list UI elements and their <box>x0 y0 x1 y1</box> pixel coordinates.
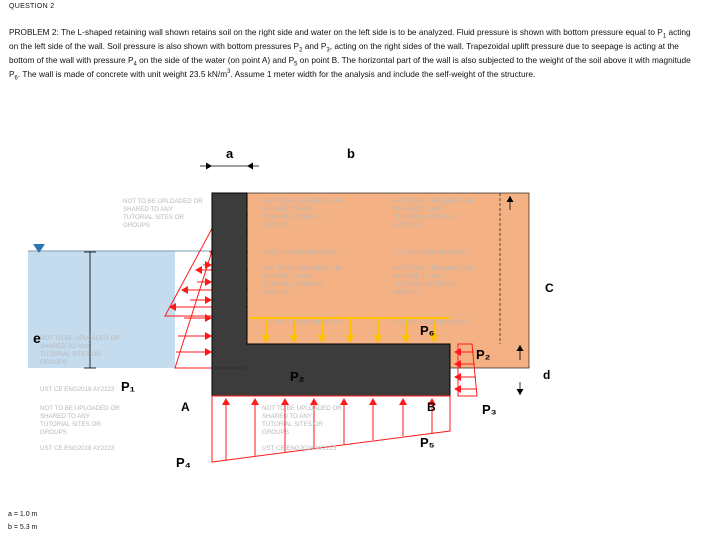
subscript: 3 <box>326 47 330 54</box>
point-b-label: B <box>427 400 436 414</box>
watermark-text: GROUPS <box>123 222 150 229</box>
subscript: 1 <box>662 33 667 40</box>
watermark-text: GROUPS <box>262 289 289 296</box>
problem-text: , acting on the right sides of the wall. Trapezoidal uplift pressure due to seepage is acting at the bottom of the wall with pressure P <box>9 41 679 65</box>
watermark-text: SHARED TO ANY <box>394 273 444 280</box>
watermark-text: UST CE ENG2018 AY2223 <box>394 319 469 326</box>
subscript: 4 <box>133 61 137 68</box>
watermark-text: TUTORIAL SITES OR <box>394 281 455 288</box>
watermark-text: GROUPS <box>394 222 421 229</box>
watermark-text: NOT TO BE UPLOADED OR <box>394 265 474 272</box>
watermark-text: GROUPS <box>262 429 289 436</box>
given-a: a = 1.0 m <box>8 511 38 518</box>
problem-text: on point B. The horizontal part of the wall is also subjected to the weight of the soil above it with magnitude P <box>9 55 691 79</box>
watermark-text: NOT TO BE UPLOADED OR <box>40 335 120 342</box>
problem-text: on the side of the water (on point A) and P <box>136 55 295 65</box>
watermark-text: NOT TO BE UPLOADED OR <box>262 405 342 412</box>
watermark-text: UST CE ENG2018 AY2223 <box>40 445 115 452</box>
watermark-text: NOT TO BE UPLOADED OR <box>262 265 342 272</box>
p4-label: P₄ <box>176 455 191 470</box>
watermark-text: SHARED TO ANY <box>262 206 312 213</box>
watermark-text: TUTORIAL SITES OR <box>40 351 101 358</box>
dimension-a-label: a <box>226 146 234 161</box>
p2-inner-label: P₂ <box>290 369 305 384</box>
given-b: b = 5.3 m <box>8 524 38 531</box>
watermark-text: GROUPS <box>40 359 67 366</box>
watermark-text: UST CE ENG2018 AY2223 <box>262 445 337 452</box>
watermark-text: SHARED TO ANY <box>262 273 312 280</box>
watermark-text: TUTORIAL SITES OR <box>262 214 323 221</box>
dimension-c-label: C <box>545 281 554 295</box>
watermark-text: GROUPS <box>394 289 421 296</box>
p6-label: P₆ <box>420 323 435 338</box>
problem-text: PROBLEM 2: The L-shaped retaining wall shown retains soil on the right side and water on the left side is to be analyzed. Fluid pressure is shown with bottom pressure equal to P <box>9 27 663 37</box>
dimension-d-label: d <box>543 368 551 382</box>
watermark-text: SHARED TO ANY <box>40 413 90 420</box>
point-a-label: A <box>181 400 190 414</box>
watermark-text: TUTORIAL SITES OR <box>262 281 323 288</box>
watermark-text: SHARED TO ANY <box>123 206 173 213</box>
watermark-text: NOT TO BE UPLOADED OR <box>394 198 474 205</box>
p5-label: P₅ <box>420 435 435 450</box>
watermark-text: GROUPS <box>262 222 289 229</box>
subscript: 5 <box>294 61 298 68</box>
watermark-text: SHARED TO ANY <box>262 413 312 420</box>
watermark-text: TUTORIAL SITES OR <box>123 214 184 221</box>
subscript: 2 <box>299 47 303 54</box>
watermark-text: UST CE ENG2018 AY2223 <box>394 249 469 256</box>
problem-text: and P <box>302 41 327 51</box>
watermark-text: UST CE ENG2018 AY2223 <box>268 319 343 326</box>
subscript: 6 <box>14 75 18 82</box>
watermark-text: GROUPS <box>40 429 67 436</box>
watermark-text: UST CE ENG2018 AY2223 <box>262 249 337 256</box>
p3-label: P₃ <box>482 402 497 417</box>
watermark-text: UST CE ENG2018 AY2223 <box>40 386 115 393</box>
watermark-text: NOT TO BE UPLOADED OR <box>123 198 203 205</box>
watermark-text: SHARED TO ANY <box>40 343 90 350</box>
problem-text: acting on the left side of the wall. Soil pressure is also shown with bottom pressures P <box>9 27 691 51</box>
watermark-text: NOT TO BE UPLOADED OR <box>40 405 120 412</box>
dimension-b-label: b <box>347 146 355 161</box>
water-pressure-diagram <box>175 251 212 368</box>
watermark-text: NOT TO BE UPLOADED OR <box>262 198 342 205</box>
watermark-text: TUTORIAL SITES OR <box>40 421 101 428</box>
p1-label: P₁ <box>121 379 136 394</box>
p2-right-label: P₂ <box>476 347 491 362</box>
problem-text: . The wall is made of concrete with unit weight 23.5 kN/m <box>17 69 228 79</box>
watermark-text: TUTORIAL SITES OR <box>262 421 323 428</box>
question-label: QUESTION 2 <box>9 3 55 10</box>
watermark-text: SHARED TO ANY <box>394 206 444 213</box>
superscript: 3 <box>227 69 231 76</box>
dimension-e-label: e <box>33 330 41 346</box>
problem-text: . Assume 1 meter width for the analysis and include the self-weight of the structure. <box>230 69 536 79</box>
watermark-text: TUTORIAL SITES OR <box>394 214 455 221</box>
